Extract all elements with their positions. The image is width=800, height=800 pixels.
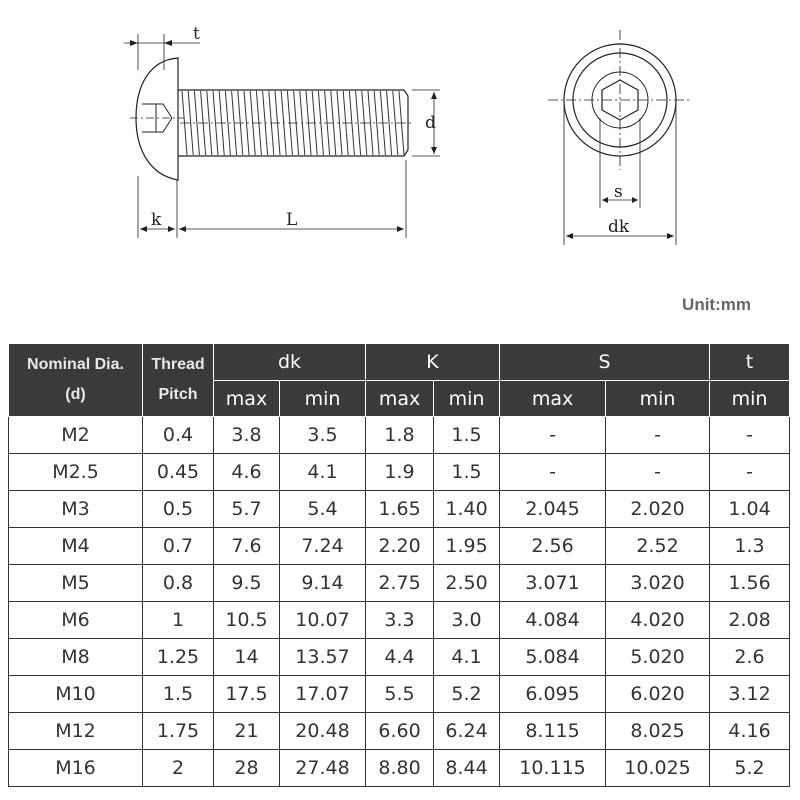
header-nominal-dia: Nominal Dia. (d) (9, 344, 143, 417)
table-cell: 1.40 (434, 491, 500, 528)
table-cell: 4.020 (606, 602, 710, 639)
table-cell: 2 (143, 750, 214, 787)
table-cell: 5.5 (366, 676, 434, 713)
table-cell: 3.020 (606, 565, 710, 602)
screw-technical-drawing (0, 0, 800, 260)
table-cell: 5.2 (434, 676, 500, 713)
table-cell: 0.7 (143, 528, 214, 565)
table-cell: 8.80 (366, 750, 434, 787)
table-cell: 2.6 (710, 639, 790, 676)
table-cell: 1.75 (143, 713, 214, 750)
table-cell: 10.115 (500, 750, 606, 787)
table-cell: 1.5 (434, 454, 500, 491)
table-row (9, 454, 790, 491)
table-row (9, 602, 790, 639)
table-cell: 6.020 (606, 676, 710, 713)
table-row (9, 713, 790, 750)
table-cell: 4.1 (434, 639, 500, 676)
dim-label-s: s (614, 182, 623, 202)
top-view-drawing (548, 30, 692, 245)
table-row (9, 639, 790, 676)
table-row (9, 676, 790, 713)
table-cell: - (710, 417, 790, 454)
table-cell: 1.9 (366, 454, 434, 491)
table-cell: 1 (143, 602, 214, 639)
unit-label: Unit:mm (682, 295, 751, 314)
table-cell: 1.3 (710, 528, 790, 565)
table-cell: - (606, 417, 710, 454)
table-cell: M5 (9, 565, 143, 602)
table-cell: 2.045 (500, 491, 606, 528)
table-cell: M10 (9, 676, 143, 713)
table-cell: 2.08 (710, 602, 790, 639)
table-cell: 8.025 (606, 713, 710, 750)
table-cell: 9.14 (280, 565, 366, 602)
table-cell: 1.5 (143, 676, 214, 713)
table-cell: 5.7 (214, 491, 280, 528)
table-cell: 1.95 (434, 528, 500, 565)
table-cell: 9.5 (214, 565, 280, 602)
table-row (9, 528, 790, 565)
header-k: K (366, 344, 500, 381)
table-row (9, 565, 790, 602)
table-cell: 21 (214, 713, 280, 750)
table-cell: M4 (9, 528, 143, 565)
header-t: t (710, 344, 790, 381)
header-k-max: max (366, 381, 434, 417)
table-cell: 8.44 (434, 750, 500, 787)
table-cell: 27.48 (280, 750, 366, 787)
table-cell: 20.48 (280, 713, 366, 750)
table-cell: M16 (9, 750, 143, 787)
spec-table (8, 343, 790, 787)
table-cell: M2 (9, 417, 143, 454)
table-cell: 3.3 (366, 602, 434, 639)
table-cell: 2.20 (366, 528, 434, 565)
side-view-drawing (124, 34, 440, 238)
table-cell: - (710, 454, 790, 491)
table-cell: 1.5 (434, 417, 500, 454)
table-cell: 10.07 (280, 602, 366, 639)
table-cell: M8 (9, 639, 143, 676)
table-cell: 3.12 (710, 676, 790, 713)
table-cell: - (606, 454, 710, 491)
header-s-max: max (500, 381, 606, 417)
table-cell: 28 (214, 750, 280, 787)
table-cell: 6.60 (366, 713, 434, 750)
table-cell: 0.4 (143, 417, 214, 454)
table-cell: 1.04 (710, 491, 790, 528)
table-cell: 17.5 (214, 676, 280, 713)
table-cell: - (500, 417, 606, 454)
table-cell: 4.16 (710, 713, 790, 750)
table-cell: 10.5 (214, 602, 280, 639)
table-cell: 1.25 (143, 639, 214, 676)
table-cell: 2.52 (606, 528, 710, 565)
dim-label-dk: dk (608, 217, 630, 237)
table-cell: 4.1 (280, 454, 366, 491)
table-cell: 4.6 (214, 454, 280, 491)
table-cell: 8.115 (500, 713, 606, 750)
table-cell: 3.8 (214, 417, 280, 454)
table-cell: 3.071 (500, 565, 606, 602)
table-row (9, 491, 790, 528)
table-cell: 5.084 (500, 639, 606, 676)
table-cell: 1.65 (366, 491, 434, 528)
header-dk-min: min (280, 381, 366, 417)
table-cell: 0.5 (143, 491, 214, 528)
table-row (9, 750, 790, 787)
table-cell: 7.24 (280, 528, 366, 565)
header-thread-pitch: Thread Pitch (143, 344, 214, 417)
table-row (9, 417, 790, 454)
header-s-min: min (606, 381, 710, 417)
table-cell: M12 (9, 713, 143, 750)
table-cell: M2.5 (9, 454, 143, 491)
table-cell: 7.6 (214, 528, 280, 565)
table-cell: 5.2 (710, 750, 790, 787)
table-cell: - (500, 454, 606, 491)
table-cell: M3 (9, 491, 143, 528)
header-k-min: min (434, 381, 500, 417)
table-cell: M6 (9, 602, 143, 639)
table-cell: 1.56 (710, 565, 790, 602)
dim-label-k: k (151, 210, 162, 230)
dim-label-L: L (286, 210, 298, 230)
header-dk: dk (214, 344, 366, 381)
header-t-min: min (710, 381, 790, 417)
table-cell: 2.50 (434, 565, 500, 602)
table-cell: 2.020 (606, 491, 710, 528)
table-cell: 6.095 (500, 676, 606, 713)
dim-label-d: d (425, 113, 436, 133)
table-cell: 3.0 (434, 602, 500, 639)
table-cell: 13.57 (280, 639, 366, 676)
table-cell: 4.4 (366, 639, 434, 676)
table-cell: 14 (214, 639, 280, 676)
dim-label-t: t (193, 24, 200, 44)
table-cell: 0.8 (143, 565, 214, 602)
table-cell: 10.025 (606, 750, 710, 787)
table-cell: 0.45 (143, 454, 214, 491)
table-cell: 1.8 (366, 417, 434, 454)
table-cell: 2.75 (366, 565, 434, 602)
table-cell: 17.07 (280, 676, 366, 713)
spec-table-body (9, 417, 790, 787)
header-s: S (500, 344, 710, 381)
table-cell: 4.084 (500, 602, 606, 639)
table-cell: 5.020 (606, 639, 710, 676)
table-cell: 3.5 (280, 417, 366, 454)
table-cell: 5.4 (280, 491, 366, 528)
header-dk-max: max (214, 381, 280, 417)
table-cell: 6.24 (434, 713, 500, 750)
table-cell: 2.56 (500, 528, 606, 565)
